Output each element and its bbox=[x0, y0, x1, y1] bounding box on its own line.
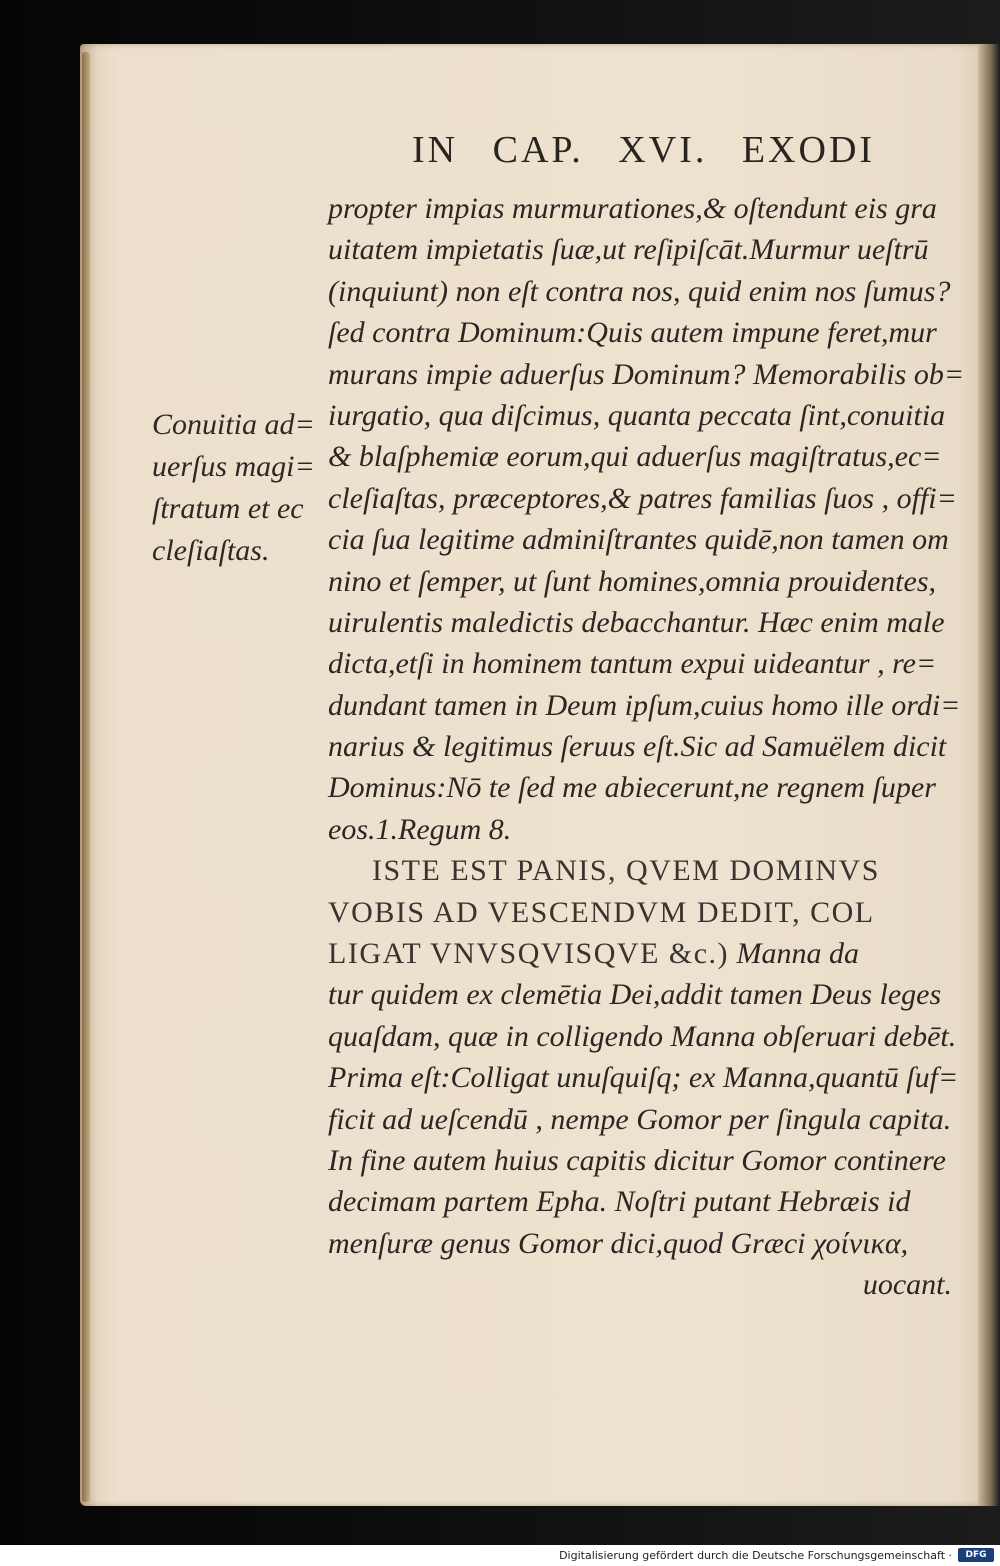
text-line: quaſdam, quæ in colligendo Manna obſeruari debēt. bbox=[328, 1019, 957, 1053]
body-text bbox=[328, 188, 965, 1306]
margin-note-line: cleſiaſtas. bbox=[152, 534, 270, 567]
caps-text-line: ISTE EST PANIS, QVEM DOMINVS bbox=[372, 854, 880, 888]
text-line: ficit ad ueſcendū , nempe Gomor per ſingula capita. bbox=[328, 1102, 952, 1136]
dfg-logo: DFG bbox=[958, 1548, 994, 1562]
text-line: tur quidem ex clemētia Dei,addit tamen Deus leges bbox=[328, 978, 942, 1012]
funding-credit: Digitalisierung gefördert durch die Deutsche Forschungsgemeinschaft · bbox=[559, 1549, 952, 1562]
text-line: murans impie aduerſus Dominum? Memorabilis ob= bbox=[328, 357, 965, 391]
text-line: nino et ſemper, ut ſunt homines,omnia prouidentes, bbox=[328, 564, 936, 598]
running-header: IN CAP. XVI. EXODI bbox=[412, 129, 876, 171]
text-line: cleſiaſtas, præceptores,& patres familias ſuos , offi= bbox=[328, 481, 957, 515]
margin-note-line: uerſus magi= bbox=[152, 450, 315, 483]
margin-note-line: ſtratum et ec bbox=[152, 492, 304, 525]
text-line: decimam partem Epha. Noſtri putant Hebræis id bbox=[328, 1185, 911, 1219]
text-line: uirulentis maledictis debacchantur. Hæc enim male bbox=[328, 605, 945, 639]
text-line: propter impias murmurationes,& oſtendunt eis gra bbox=[328, 192, 937, 225]
text-line: dundant tamen in Deum ipſum,cuius homo ille ordi= bbox=[328, 688, 961, 722]
text-line: narius & legitimus ſeruus eſt.Sic ad Samuëlem dicit bbox=[328, 730, 947, 764]
italic-text: Manna da bbox=[729, 937, 860, 971]
caps-text-line: VOBIS AD VESCENDVM DEDIT, COL bbox=[328, 895, 875, 929]
mixed-text-line bbox=[328, 933, 952, 974]
page-binding-edge bbox=[82, 52, 90, 1502]
margin-note bbox=[152, 404, 322, 572]
text-line: Dominus:Nō te ſed me abiecerunt,ne regnem ſuper bbox=[328, 771, 936, 805]
margin-note-line: Conuitia ad= bbox=[152, 408, 315, 441]
text-line: In fine autem huius capitis dicitur Gomor continere bbox=[328, 1143, 946, 1177]
caps-text: LIGAT VNVSQVISQVE &c.) bbox=[328, 937, 730, 971]
text-line: uitatem impietatis ſuæ,ut reſipiſcāt.Murmur ueſtrū bbox=[328, 233, 929, 267]
text-line: & blaſphemiæ eorum,qui aduerſus magiſtratus,ec= bbox=[328, 440, 942, 474]
text-line-last: uocant. bbox=[862, 1268, 952, 1302]
text-line: eos.1.Regum 8. bbox=[328, 812, 512, 846]
page-right-edge bbox=[978, 44, 1000, 1506]
text-line: Prima eſt:Colligat unuſquiſq; ex Manna,quantū ſuf= bbox=[328, 1061, 959, 1095]
text-line: menſuræ genus Gomor dici,quod Græci χοίνικα, bbox=[328, 1226, 909, 1260]
text-line: dicta,etſi in hominem tantum expui uideantur , re= bbox=[328, 647, 937, 681]
text-line: cia ſua legitime adminiſtrantes quidē,non tamen om bbox=[328, 523, 949, 557]
text-line: iurgatio, qua diſcimus, quanta peccata ſint,conuitia bbox=[328, 398, 946, 432]
text-line: (inquiunt) non eſt contra nos, quid enim nos ſumus? bbox=[328, 274, 951, 308]
text-line: ſed contra Dominum:Quis autem impune feret,mur bbox=[328, 316, 937, 350]
